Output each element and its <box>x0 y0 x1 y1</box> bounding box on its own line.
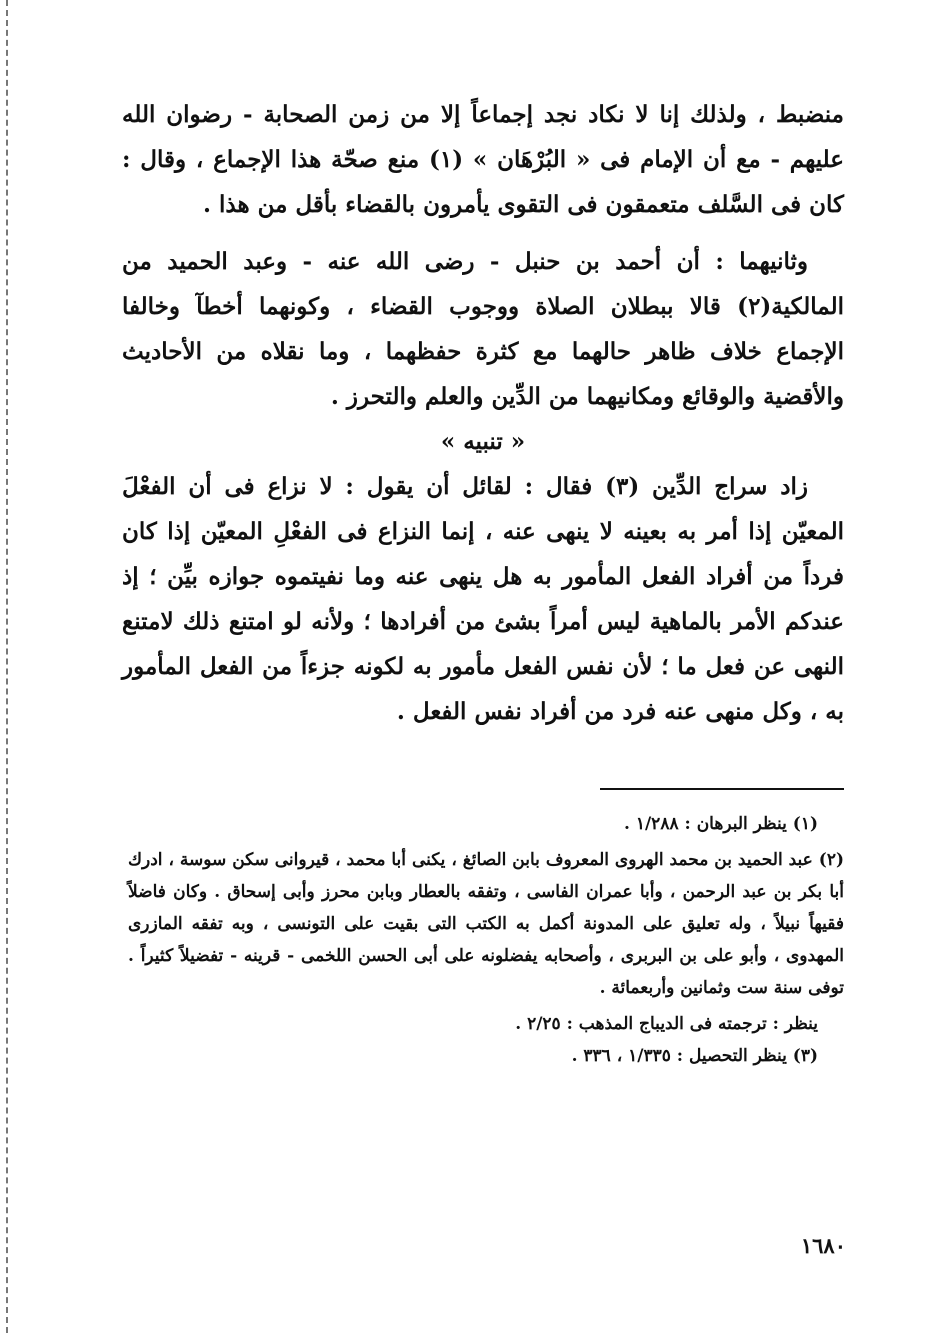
main-text <box>122 92 844 734</box>
paragraph-2: وثانيهما : أن أحمد بن حنبل - رضى الله عنه - وعبد الحميد من المالكية(٢) قالا ببطلان الصلاة ووجوب القضاء ، وكونهما أخطآ وخالفا الإجماع خلاف ظاهر حالهما مع كثرة حفظهما ، وما نقلاه من الأحاديث والأقضية والوقائع ومكانيهما من الدِّين والعلم والتحرز . <box>122 248 844 410</box>
scan-edge <box>6 0 8 1333</box>
footnote-separator <box>600 788 844 790</box>
paragraph-1: منضبط ، ولذلك إنا لا نكاد نجد إجماعاً إلا من زمن الصحابة - رضوان الله عليهم - مع أن الإمام فى « البُرْهَان » (١) منع صحّة هذا الإجماع ، وقال : كان فى السَّلف متعمقون فى التقوى يأمرون بالقضاء بأقل من هذا . <box>122 101 844 218</box>
footnote-2-reference: ينظر : ترجمته فى الديباج المذهب : ٢/٢٥ . <box>515 1014 818 1034</box>
footnote-2: (٢) عبد الحميد بن محمد الهروى المعروف بابن الصائغ ، يكنى أبا محمد ، قيروانى سكن سوسة ، ادرك أبا بكر بن عبد الرحمن ، وأبا عمران الفاسى ، وتفقه بالعطار وبابن محرز وأبى إسحاق . وكان فاضلاً فقيهاً نبيلاً ، وله تعليق على المدونة أكمل به الكتب التى بقيت على التونسى ، وبه تفقه المازرى المهدوى ، وأبو على بن البربرى ، وأصحابه يفضلونه على أبى الحسن اللخمى - قرينه - تفضيلاً كثيراً . توفى سنة ست وثمانين وأربعمائة . <box>128 850 844 998</box>
footnote-3: (٣) ينظر التحصيل : ١/٣٣٥ ، ٣٣٦ . <box>571 1046 818 1066</box>
footnote-1: (١) ينظر البرهان : ١/٢٨٨ . <box>624 814 818 834</box>
page-number: ١٦٨٠ <box>800 1233 846 1258</box>
section-heading: « تنبيه » <box>440 428 526 455</box>
paragraph-3: زاد سراج الدِّين (٣) فقال : لقائل أن يقول : لا نزاع فى أن الفعْلَ المعيّن إذا أمر به بعينه لا ينهى عنه ، إنما النزاع فى الفعْلِ المعيّن إذا كان فرداً من أفراد الفعل المأمور به هل ينهى عنه وما نفيتموه جوازه بيِّن ؛ إذ عندكم الأمر بالماهية ليس أمراً بشئ من أفرادها ؛ ولأنه لو امتنع ذلك لامتنع النهى عن فعل ما ؛ لأن نفس الفعل مأمور به لكونه جزءاً من الفعل المأمور به ، وكل منهى عنه فرد من أفراد نفس الفعل . <box>122 473 844 725</box>
footnotes <box>128 808 844 1072</box>
